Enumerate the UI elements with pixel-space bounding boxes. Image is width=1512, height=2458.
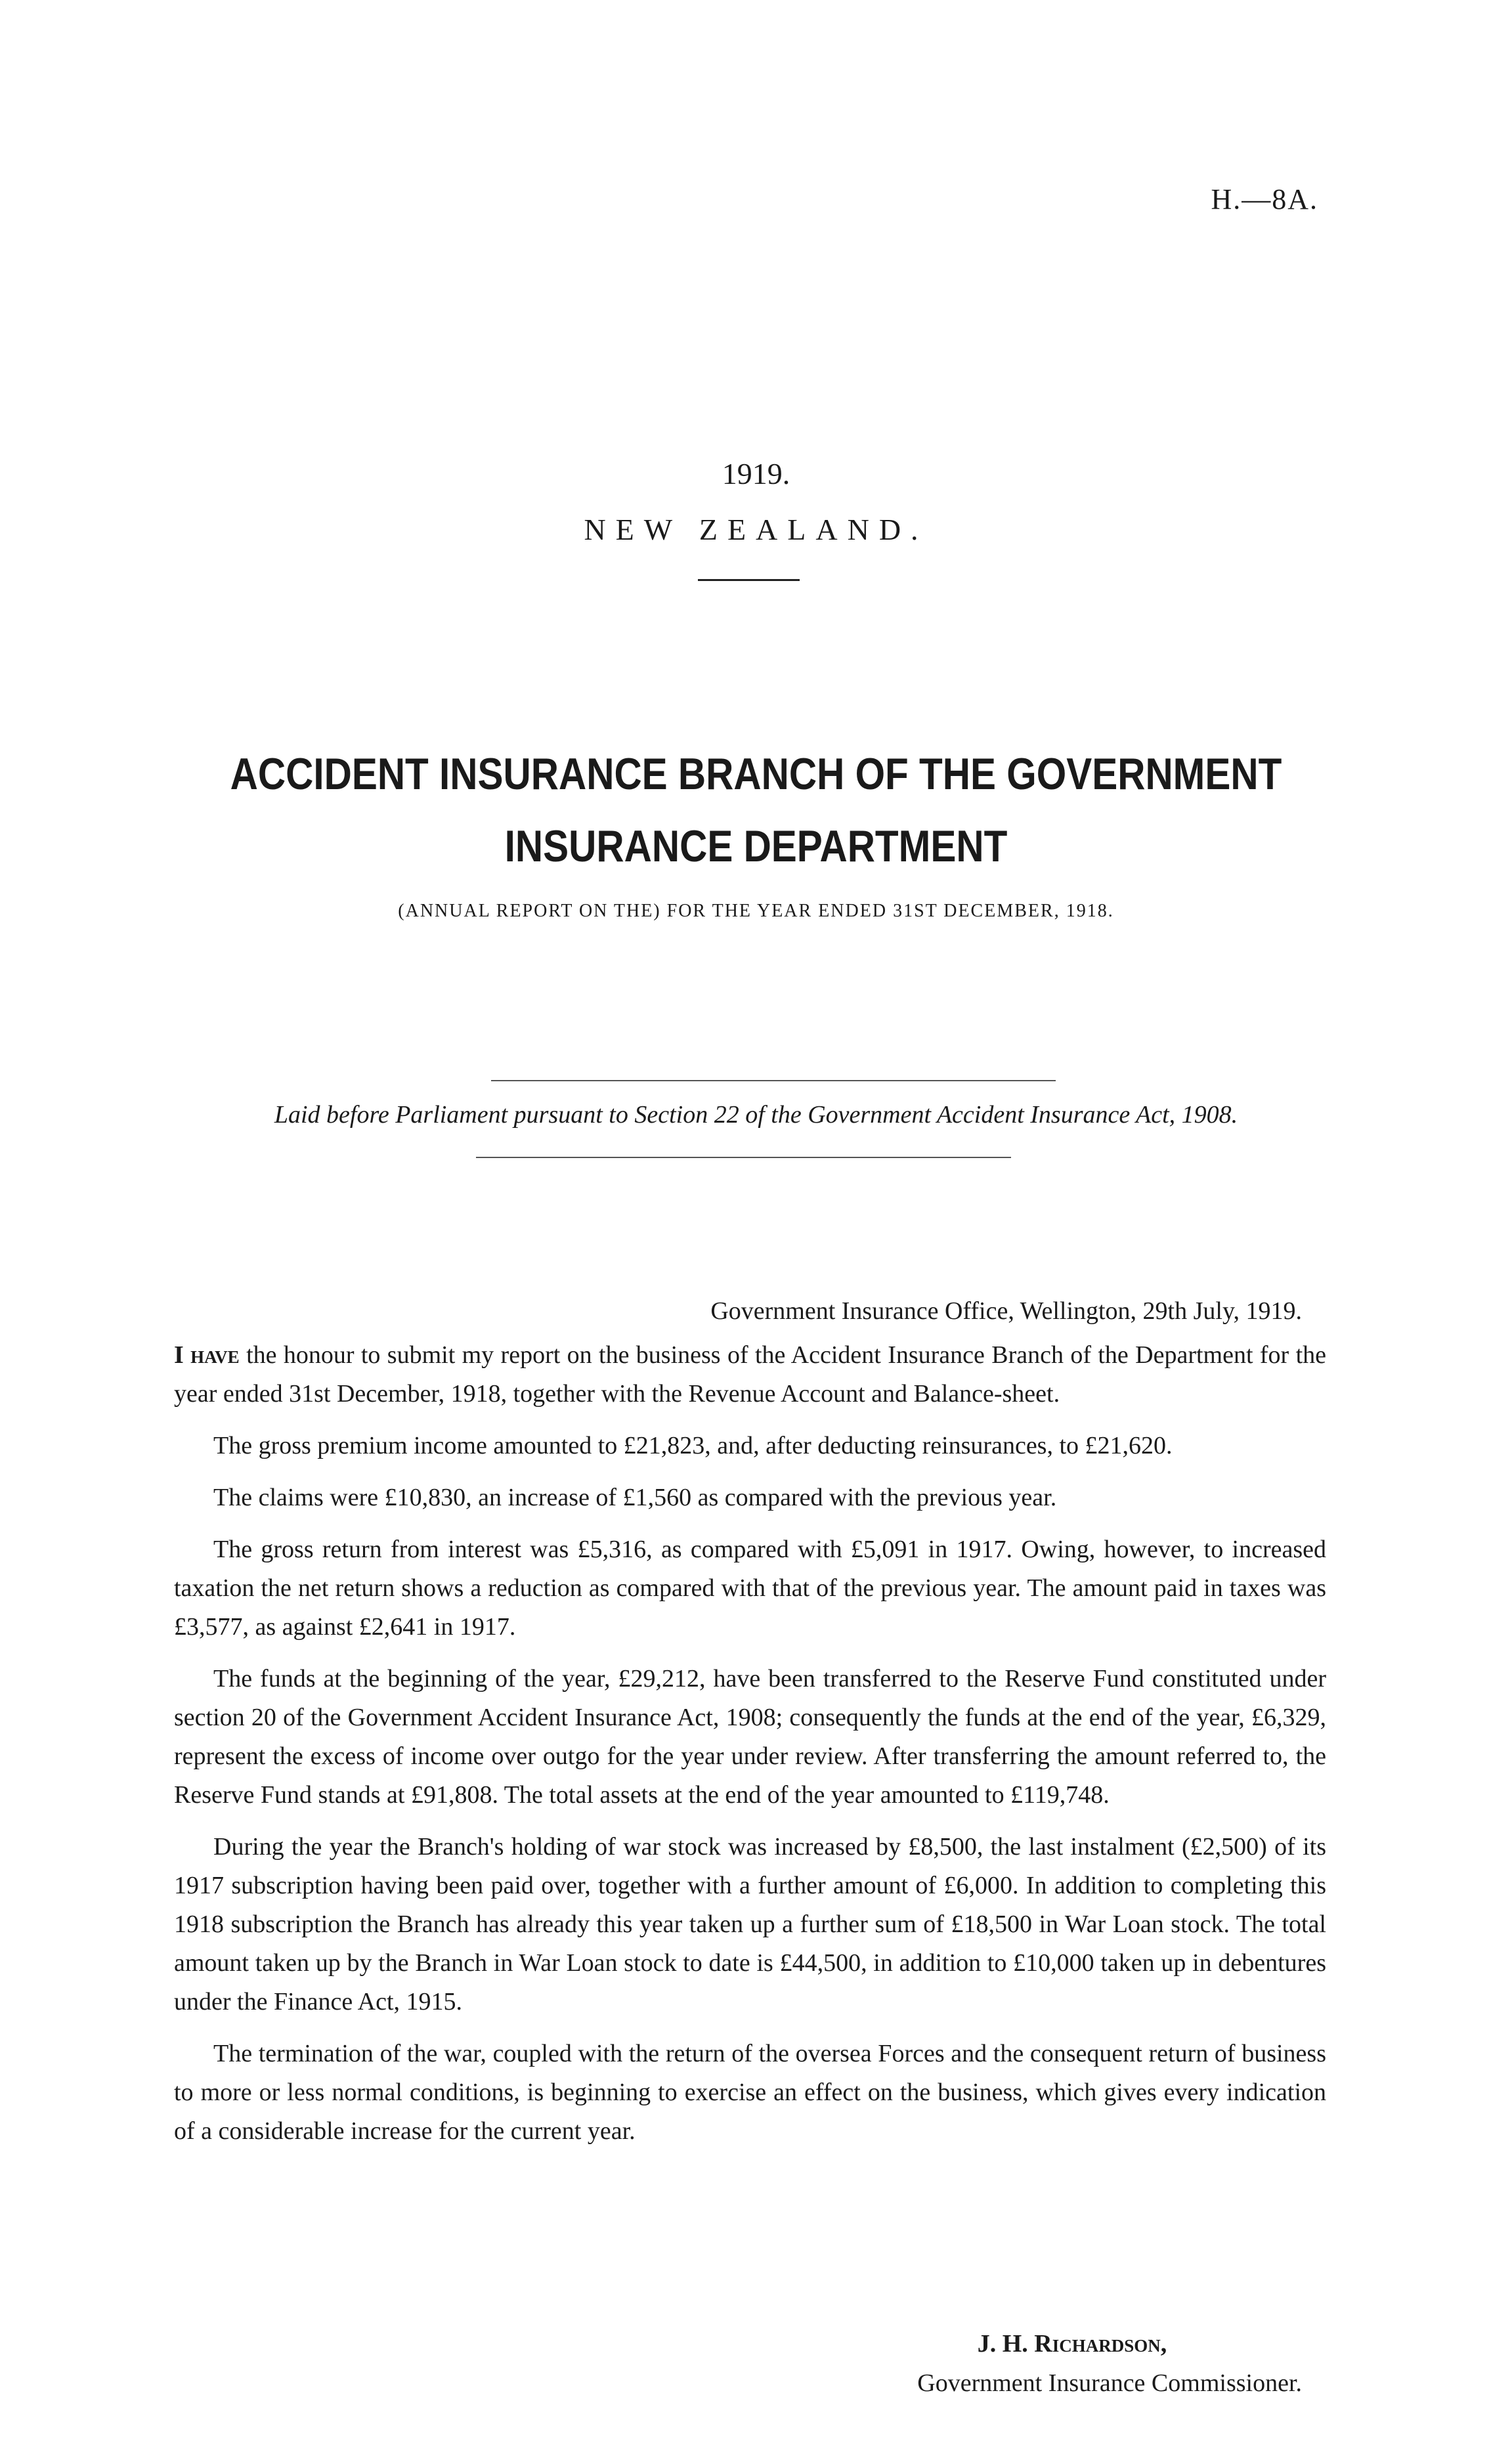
paragraph-text: the honour to submit my report on the business of the Accident Insurance Branch of the Department for the year ended 31st December, 1918, together with the Revenue Account and Balance-sheet. (174, 1341, 1327, 1408)
laid-before-parliament: Laid before Parliament pursuant to Section 22 of the Government Accident Insurance Act, 1908. (274, 1101, 1238, 1129)
document-title-line-2: INSURANCE DEPARTMENT (504, 821, 1008, 871)
paragraph: During the year the Branch's holding of war stock was increased by £8,500, the last instalment (£2,500) of its 1917 subscription having been paid over, together with a further amount of £6,000. In addition to completing this 1918 subscription the Branch has already this year taken up a further sum of £18,500 in War Loan stock. The total amount taken up by the Branch in War Loan stock to date is £44,500, in addition to £10,000 taken up in debentures under the Finance Act, 1915. (174, 1833, 1326, 2016)
paragraph: The claims were £10,830, an increase of £1,560 as compared with the previous year. (213, 1484, 1057, 1511)
letter-body (174, 1336, 1326, 2164)
report-year: 1919. (722, 457, 790, 490)
signatory-title: Government Insurance Commissioner. (917, 2369, 1302, 2397)
country-heading: NEW ZEALAND. (584, 513, 928, 546)
paragraph (174, 1336, 1326, 1413)
signature-block (842, 2324, 1302, 2403)
signatory-name: J. H. Richardson, (977, 2330, 1167, 2358)
opening-word: I have (174, 1341, 240, 1369)
upper-rule (491, 1080, 1056, 1081)
document-title-line-1: ACCIDENT INSURANCE BRANCH OF THE GOVERNMENT (230, 749, 1282, 799)
paragraph: The gross return from interest was £5,316, as compared with £5,091 in 1917. Owing, however, to increased taxation the net return shows a reduction as compared with that of the previous year. The amount paid in taxes was £3,577, as against £2,641 in 1917. (174, 1536, 1326, 1641)
page-reference: H.—8A. (1211, 183, 1318, 215)
paragraph: The gross premium income amounted to £21,823, and, after deducting reinsurances, to £21,620. (213, 1432, 1173, 1459)
paragraph: The termination of the war, coupled with the return of the oversea Forces and the consequent return of business to more or less normal conditions, is beginning to exercise an effect on the business, which gives every indication of a considerable increase for the current year. (174, 2040, 1326, 2145)
document-subtitle: (ANNUAL REPORT ON THE) FOR THE YEAR ENDED 31ST DECEMBER, 1918. (398, 901, 1114, 921)
letter-address-line: Government Insurance Office, Wellington, 29th July, 1919. (710, 1297, 1302, 1325)
paragraph: The funds at the beginning of the year, £29,212, have been transferred to the Reserve Fund constituted under section 20 of the Government Accident Insurance Act, 1908; consequently the funds at the end of the year, £6,329, represent the excess of income over outgo for the year under review. After transferring the amount referred to, the Reserve Fund stands at £91,808. The total assets at the end of the year amounted to £119,748. (174, 1665, 1326, 1809)
heading-divider (698, 579, 800, 581)
lower-rule (476, 1157, 1011, 1158)
